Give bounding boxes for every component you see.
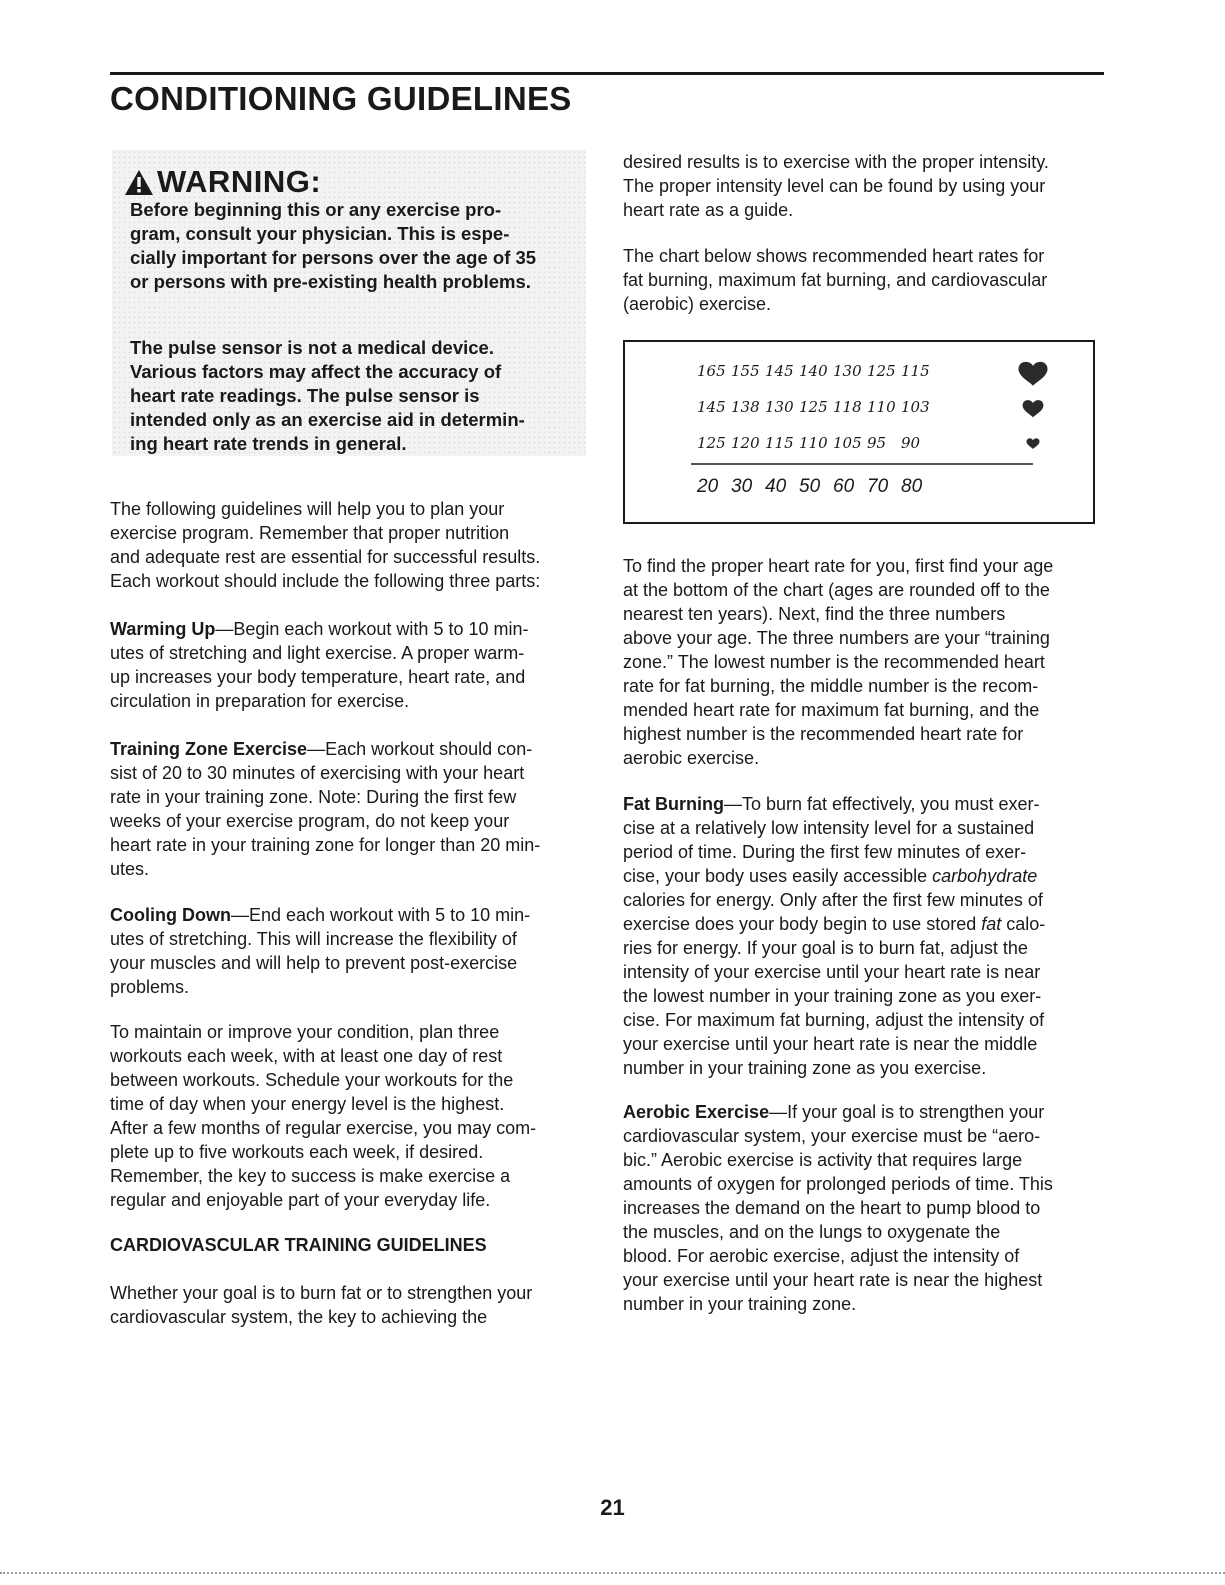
heart-rate-value: 145 <box>765 362 794 380</box>
age-label: 50 <box>799 476 821 497</box>
heart-rate-value: 125 <box>697 434 726 452</box>
heart-rate-value: 105 <box>833 434 862 452</box>
heart-rate-value: 130 <box>765 398 794 416</box>
intro-paragraph: The following guidelines will help you to plan your exercise program. Remember that proper nutrition and adequate rest are essential for successful results. Each workout should include the following three parts: <box>110 499 541 591</box>
maintain-condition-paragraph: To maintain or improve your condition, plan three workouts each week, with at least one day of rest between workouts. Schedule your workouts for the time of day when your energy level is the highest. After a few months of regular exercise, you may com- plete up to five workouts each week, if desired. Remember, the key to success is make exercise a regular and enjoyable part of your everyday life. <box>110 1022 537 1210</box>
heart-rate-value: 125 <box>867 362 896 380</box>
warning-heading <box>124 164 321 200</box>
training-zone-title: Training Zone Exercise <box>110 739 308 759</box>
fat-emphasis: fat <box>981 914 1002 934</box>
find-heart-rate-paragraph: To find the proper heart rate for you, first find your age at the bottom of the chart (ages are rounded off to the nearest ten years). Next, find the three numbers above your age. The three numbers are your “training zone.” The lowest number is the recommended heart rate for fat burning, the middle number is the recom- mended heart rate for maximum fat burning, and the highest number is the recommended heart rate for aerobic exercise. <box>623 556 1054 768</box>
age-label: 30 <box>731 476 753 497</box>
heart-rate-chart <box>623 340 1095 524</box>
heart-rate-chart-svg <box>625 342 1093 522</box>
warning-pulse-sensor-text: The pulse sensor is not a medical device. Various factors may affect the accuracy of heart rate readings. The pulse sensor is intended only as an exercise aid in determin- ing heart rate trends in general. <box>130 337 525 454</box>
chart-intro-paragraph: The chart below shows recommended heart rates for fat burning, maximum fat burning, and cardiovascular (aerobic) exercise. <box>623 246 1048 314</box>
heart-large-icon <box>1019 362 1047 385</box>
heart-rate-value: 120 <box>731 434 760 452</box>
heart-rate-value: 95 <box>867 434 887 452</box>
heart-rate-value: 140 <box>799 362 828 380</box>
warning-triangle-icon <box>124 169 154 196</box>
heart-rate-value: 125 <box>799 398 828 416</box>
warning-box <box>112 150 586 456</box>
heart-rate-value: 115 <box>765 434 794 452</box>
carbohydrate-emphasis: carbohydrate <box>932 866 1038 886</box>
page-title: CONDITIONING GUIDELINES <box>110 80 572 117</box>
warming-up-title: Warming Up <box>110 619 216 639</box>
age-label: 80 <box>901 476 923 497</box>
heart-rate-value: 118 <box>833 398 862 416</box>
page-number: 21 <box>600 1495 625 1520</box>
heart-rate-value: 90 <box>901 434 921 452</box>
cardio-intro-paragraph: Whether your goal is to burn fat or to strengthen your cardiovascular system, the key to achieving the <box>110 1283 533 1327</box>
heart-rate-value: 138 <box>731 398 760 416</box>
aerobic-exercise-title: Aerobic Exercise <box>623 1102 770 1122</box>
heart-rate-value: 165 <box>697 362 726 380</box>
heart-rate-value: 155 <box>731 362 760 380</box>
cooling-down-paragraph: Cooling Down—End each workout with 5 to 10 min- utes of stretching. This will increase the flexibility of your muscles and will help to prevent post-exercise problems. <box>110 905 531 997</box>
fat-burning-title: Fat Burning <box>623 794 724 814</box>
heart-small-icon <box>1027 439 1040 449</box>
fat-burning-paragraph: Fat Burning—To burn fat effectively, you must exer- cise at a relatively low intensity level for a sustained period of time. During the first few minutes of exer- cise, your body uses easily accessible carbohydrate calories for energy. Only after the first few minutes of exercise does your body begin to use stored fat calo- ries for energy. If your goal is to burn fat, adjust the intensity of your exercise until your heart rate is near the lowest number in your training zone as you exer- cise. For maximum fat burning, adjust the intensity of your exercise until your heart rate is near the middle number in your training zone as you exercise. <box>623 794 1046 1078</box>
bottom-rule <box>0 1572 1225 1574</box>
heart-rate-value: 103 <box>901 398 930 416</box>
age-label: 60 <box>833 476 855 497</box>
cardio-continued-paragraph: desired results is to exercise with the proper intensity. The proper intensity level can be found by using your heart rate as a guide. <box>623 152 1049 220</box>
cardio-section-heading: CARDIOVASCULAR TRAINING GUIDELINES <box>110 1235 487 1255</box>
age-label: 70 <box>867 476 889 497</box>
age-label: 40 <box>765 476 787 497</box>
training-zone-paragraph: Training Zone Exercise—Each workout should con- sist of 20 to 30 minutes of exercising with your heart rate in your training zone. Note: During the first few weeks of your exercise program, do not keep your heart rate in your training zone for longer than 20 min- utes. <box>110 739 541 879</box>
warming-up-paragraph: Warming Up—Begin each workout with 5 to 10 min- utes of stretching and light exercise. A proper warm- up increases your body temperature, heart rate, and circulation in preparation for exercise. <box>110 619 529 711</box>
heart-rate-value: 110 <box>867 398 896 416</box>
title-rule <box>110 72 1104 75</box>
warning-physician-text: Before beginning this or any exercise pro- gram, consult your physician. This is espe- cially important for persons over the age of 35 or persons with pre-existing health problems. <box>130 199 537 292</box>
cooling-down-title: Cooling Down <box>110 905 231 925</box>
heart-rate-value: 115 <box>901 362 930 380</box>
aerobic-exercise-paragraph: Aerobic Exercise—If your goal is to strengthen your cardiovascular system, your exercise must be “aero- bic.” Aerobic exercise is activity that requires large amounts of oxygen for prolonged periods of time. This increases the demand on the heart to pump blood to the muscles, and on the lungs to oxygenate the blood. For aerobic exercise, adjust the intensity of your exercise until your heart rate is near the highest number in your training zone. <box>623 1102 1053 1314</box>
heart-rate-value: 145 <box>697 398 726 416</box>
heart-rate-value: 130 <box>833 362 862 380</box>
age-label: 20 <box>697 476 719 497</box>
heart-rate-value: 110 <box>799 434 828 452</box>
warning-heading-text: WARNING: <box>157 164 322 199</box>
heart-medium-icon <box>1023 400 1043 416</box>
